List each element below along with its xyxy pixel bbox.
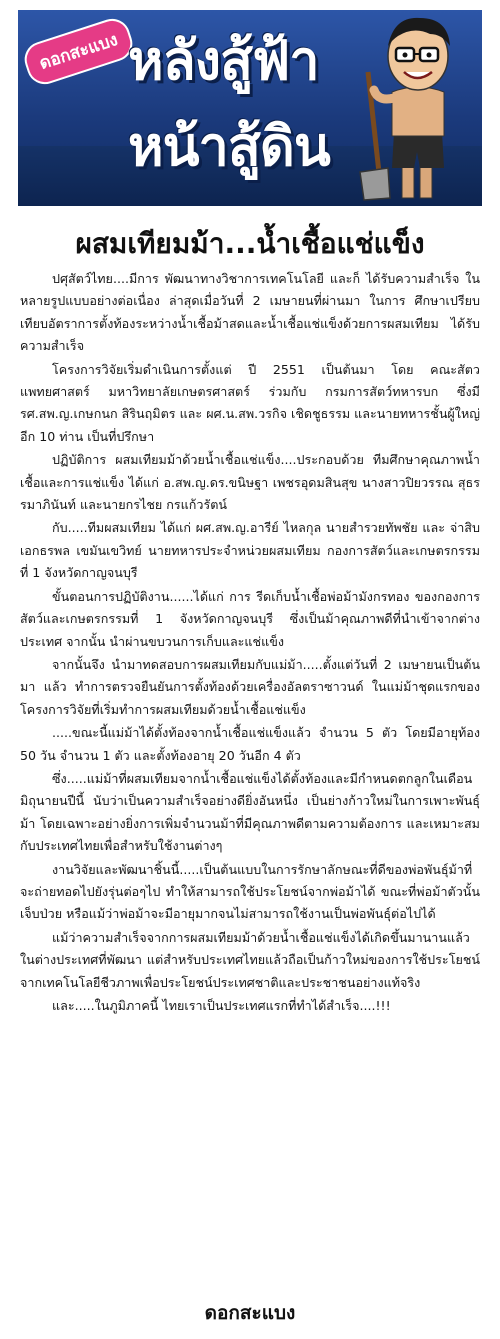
farmer-caricature-icon xyxy=(354,12,474,206)
column-title-line1: หลังสู้ฟ้า xyxy=(128,29,319,92)
paragraph: โครงการวิจัยเริ่มดำเนินการตั้งแต่ ปี 2551 เป็นต้นมา โดย คณะสัตวแพทยศาสตร์ มหาวิทยาลัยเกษตรศาสตร์ ร่วมกับ กรมการสัตว์ทหารบก ซึ่งมี รศ.สพ.ญ.เกษกนก สิรินฤมิตร และ ผศ.น.สพ.วรกิจ เชิดชูธรรม และนายทหารชั้นผู้ใหญ่อีก 10 ท่าน เป็นที่ปรึกษา xyxy=(20,361,480,444)
paragraph: และ.....ในภูมิภาคนี้ ไทยเราเป็นประเทศแรกที่ทำได้สำเร็จ....!!! xyxy=(52,998,391,1013)
column-title-line2: หน้าสู้ดิน xyxy=(128,115,330,178)
article-body xyxy=(20,268,480,1018)
paragraph: ปฏิบัติการ ผสมเทียมม้าด้วยน้ำเชื้อแช่แข็ง....ประกอบด้วย ทีมศึกษาคุณภาพน้ำเชื้อและการแช่แข็ง ได้แก่ อ.สพ.ญ.ดร.ขนิษฐา เพชรอุดมสินสุข นางสาวปิยวรรณ สุธรรมาภินันท์ และนายกรไชย กรแก้วรัตน์ xyxy=(20,452,480,513)
paragraph: แม้ว่าความสำเร็จจากการผสมเทียมม้าด้วยน้ำเชื้อแช่แข็งได้เกิดขึ้นมานานแล้วในต่างประเทศที่พัฒนา แต่สำหรับประเทศไทยแล้วถือเป็นก้าวใหม่ของการใช้ประโยชน์จากเทคโนโลยีชีวภาพเพื่อประโยชน์ประเทศชาติและประชาชนอย่างแท้จริง xyxy=(20,929,480,990)
paragraph: กับ.....ทีมผสมเทียม ได้แก่ ผศ.สพ.ญ.อารีย์ ไหลกุล นายสำรวยทัพชัย และ จ่าสิบเอกธรพล เขมันเขวิทย์ นายทหารประจำหน่วยผสมเทียม กองการสัตว์และเกษตรกรรมที่ 1 จังหวัดกาญจนบุรี xyxy=(20,520,480,581)
column-banner xyxy=(18,10,482,206)
article-headline: ผสมเทียมม้า...น้ำเชื้อแช่แข็ง xyxy=(75,227,425,260)
paragraph: .....ขณะนี้แม่ม้าได้ตั้งท้องจากน้ำเชื้อแช่แข็งแล้ว จำนวน 5 ตัว โดยมีอายุท้อง 50 วัน จำนวน 1 ตัว และตั้งท้องอายุ 20 วันอีก 4 ตัว xyxy=(20,725,480,763)
author-tag: ดอกสะแบง xyxy=(20,14,137,89)
paragraph: จากนั้นจึง นำมาทดสอบการผสมเทียมกับแม่ม้า.....ตั้งแต่วันที่ 2 เมษายนเป็นต้นมา แล้ว ทำการตรวจยืนยันการตั้งท้องด้วยเครื่องอัลตราซาวนด์ ในแม่ม้าชุดแรกของโครงการวิจัยที่เริ่มทำการผสมเทียมด้วยน้ำเชื้อแช่แข็ง xyxy=(20,656,480,717)
article-byline: ดอกสะแบง xyxy=(204,1302,296,1324)
paragraph: ซึ่ง.....แม่ม้าที่ผสมเทียมจากน้ำเชื้อแช่แข็งได้ตั้งท้องและมีกำหนดตกลูกในเดือนมิถุนายนปีนี้ นับว่าเป็นความสำเร็จอย่างดียิ่งอันหนึ่ง เป็นย่างก้าวใหม่ในการเพาะพันธุ์ม้า โดยเฉพาะอย่างยิ่งการเพิ่มจำนวนม้าที่มีคุณภาพดีตามความต้องการ และเหมาะสมกับประเทศไทยเพื่อสำหรับใช้งานต่างๆ xyxy=(20,770,480,854)
paragraph: ขั้นตอนการปฏิบัติงาน......ได้แก่ การ รีดเก็บน้ำเชื้อพ่อม้ามังกรทอง ของกองการสัตว์และเกษตรกรรมที่ 1 จังหวัดกาญจนบุรี ซึ่งเป็นม้าคุณภาพดีที่นำเข้าจากต่างประเทศ จากนั้น นำผ่านขบวนการเก็บและแช่แข็ง xyxy=(20,588,480,649)
column-title xyxy=(128,18,388,190)
paragraph: งานวิจัยและพัฒนาชิ้นนี้.....เป็นต้นแบบในการรักษาลักษณะที่ดีของพ่อพันธุ์ม้าที่จะถ่ายทอดไปยังรุ่นต่อๆไป ทำให้สามารถใช้ประโยชน์จากพ่อม้าได้ ขณะที่พ่อม้าตัวนั้นเจ็บป่วย หรือแม้ว่าพ่อม้าจะมีอายุมากจนไม่สามารถใช้งานเป็นพ่อพันธุ์ต่อไปได้ xyxy=(20,861,480,922)
paragraph: ปศุสัตว์ไทย....มีการ พัฒนาทางวิชาการเทคโนโลยี และก็ ได้รับความสำเร็จ ในหลายรูปแบบอย่างต่อเนื่อง ล่าสุดเมื่อวันที่ 2 เมษายนที่ผ่านมา ในการ ศึกษาเปรียบเทียบอัตราการตั้งท้องระหว่างน้ำเชื้อม้าสดและน้ำเชื้อแช่แข็งด้วยการผสมเทียม ได้รับความสำเร็จ xyxy=(20,271,480,354)
